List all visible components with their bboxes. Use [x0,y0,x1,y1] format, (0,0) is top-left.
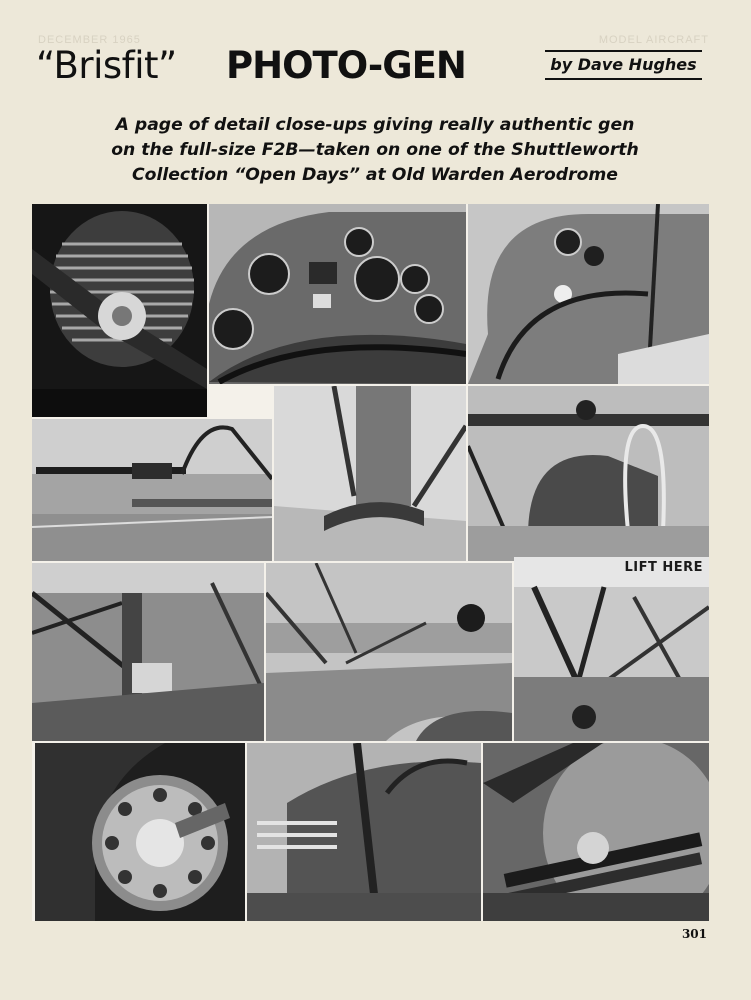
page-number: 301 [681,927,707,941]
photo-lower-wing-root [266,563,512,741]
title-quoted: “Brisfit” [36,44,177,87]
photo-rear-cockpit [468,204,709,384]
photo-gun-ring-mount [468,386,709,561]
photo-radiator-propeller [32,204,207,417]
photo-grid [32,204,709,921]
subtitle-line: on the full-size F2B—taken on one of the Shuttleworth [111,140,639,160]
photo-undercarriage-strut [32,563,264,741]
header [36,44,704,94]
photo-lift-here-fuselage [514,557,709,741]
photo-wheel-axle [483,743,709,921]
byline: by Dave Hughes [545,50,702,80]
photo-cockpit-instruments [209,204,466,384]
lift-here-label: LIFT HERE [624,560,703,575]
photo-lewis-gun-mount [32,419,272,561]
subtitle [60,113,690,188]
subtitle-line: Collection “Open Days” at Old Warden Aerodrome [132,165,618,185]
subtitle-line: A page of detail close-ups giving really authentic gen [115,115,635,135]
bleed-through-text: DECEMBER 1965 [38,34,141,46]
page-title: PHOTO-GEN [226,44,466,87]
photo-wheel-hub [35,743,245,921]
bleed-through-text: MODEL AIRCRAFT [598,34,709,46]
photo-strut-fitting [274,386,466,561]
photo-engine-cowling [247,743,481,921]
